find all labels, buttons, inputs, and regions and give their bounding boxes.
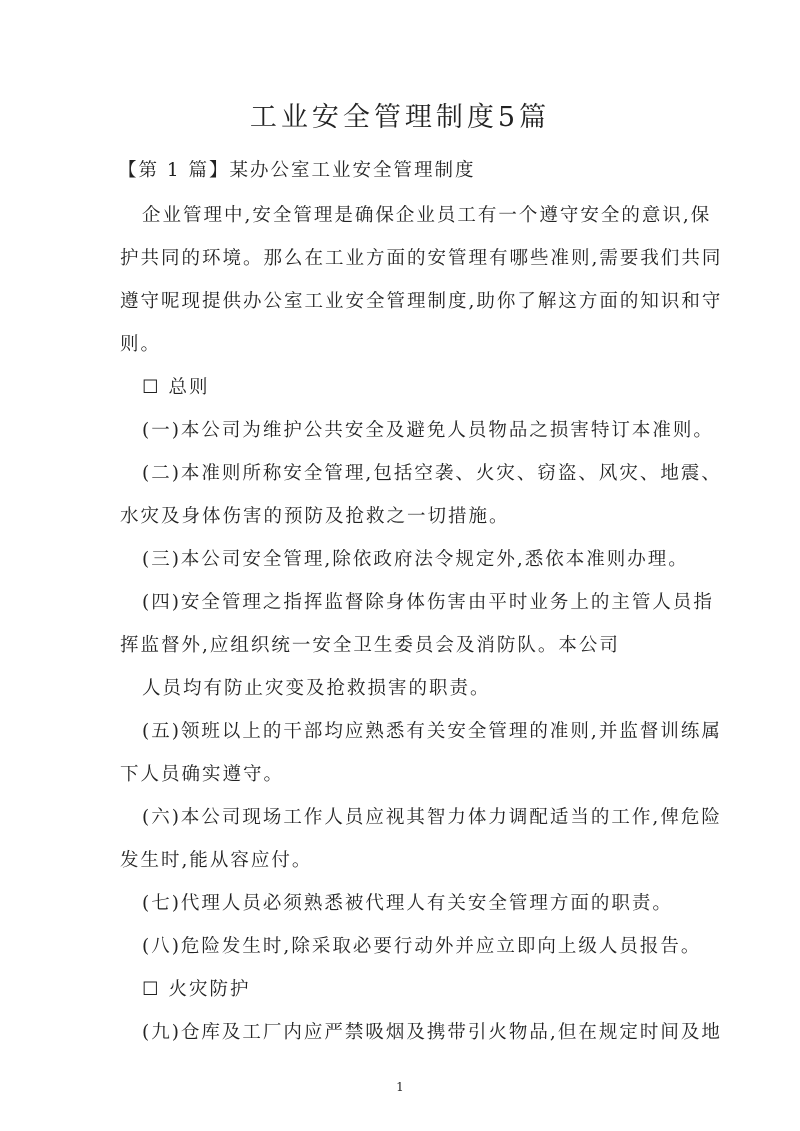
paragraph-line: 下人员确实遵守。 (120, 764, 285, 785)
paragraph-line: (七)代理人员必须熟悉被代理人有关安全管理方面的职责。 (142, 893, 673, 914)
paragraph-line: (三)本公司安全管理,除依政府法令规定外,悉依本准则办理。 (142, 549, 689, 570)
section-heading: 【第 1 篇】某办公室工业安全管理制度 (118, 160, 476, 181)
document-title: 工业安全管理制度5篇 (249, 102, 551, 133)
paragraph-line: 发生时,能从容应付。 (120, 850, 313, 871)
paragraph-line: 挥监督外,应组织统一安全卫生委员会及消防队。本公司 (120, 635, 620, 656)
paragraph-line: (八)危险发生时,除采取必要行动外并应立即向上级人员报告。 (142, 936, 702, 957)
paragraph-line: 护共同的环境。那么在工业方面的安管理有哪些准则,需要我们共同 (120, 248, 723, 269)
paragraph-line: 遵守呢现提供办公室工业安全管理制度,助你了解这方面的知识和守 (120, 291, 723, 312)
paragraph-line: (九)仓库及工厂内应严禁吸烟及携带引火物品,但在规定时间及地 (142, 1022, 722, 1043)
paragraph-line: (一)本公司为维护公共安全及避免人员物品之损害特订本准则。 (142, 420, 714, 441)
subsection-heading: ☐ 总则 (142, 377, 210, 398)
paragraph-line: (二)本准则所称安全管理,包括空袭、火灾、窃盗、风灾、地震、 (142, 463, 722, 484)
paragraph-line: 水灾及身体伤害的预防及抢救之一切措施。 (120, 506, 510, 527)
paragraph-line: (六)本公司现场工作人员应视其智力体力调配适当的工作,俾危险 (142, 807, 722, 828)
paragraph-line: 人员均有防止灾变及抢救损害的职责。 (142, 678, 491, 699)
subsection-heading: ☐ 火灾防护 (142, 979, 251, 1000)
paragraph-line: 则。 (120, 334, 162, 355)
paragraph-line: 企业管理中,安全管理是确保企业员工有一个遵守安全的意识,保 (142, 205, 712, 226)
paragraph-line: (五)领班以上的干部均应熟悉有关安全管理的准则,并监督训练属 (142, 721, 722, 742)
page-number: 1 (396, 1080, 404, 1094)
paragraph-line: (四)安全管理之指挥监督除身体伤害由平时业务上的主管人员指 (142, 592, 714, 613)
